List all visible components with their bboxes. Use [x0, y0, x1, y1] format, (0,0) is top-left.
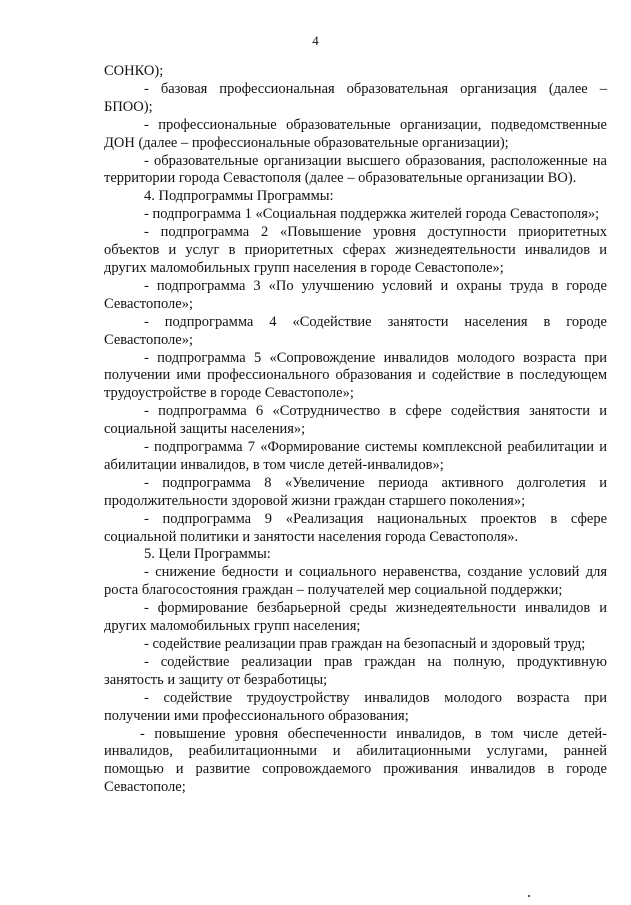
goal-safe-labor: - содействие реализации прав граждан на безопасный и здоровый труд;	[144, 636, 586, 652]
section-heading-subprograms: 4. Подпрограммы Программы:	[144, 188, 334, 205]
document-body	[104, 63, 607, 797]
subprogram-1: - подпрограмма 1 «Социальная поддержка жителей города Севастополя»;	[144, 206, 600, 223]
goal-poverty-reduction: - снижение бедности и социального неравенства, создание условий для роста благосостояния граждан – получателей мер социальной поддержки;	[104, 564, 607, 599]
subprogram-9: - подпрограмма 9 «Реализация национальных проектов в сфере социальной политики и занятости населения города Севастополя».	[104, 510, 607, 545]
paragraph-higher-education-orgs: - образовательные организации высшего образования, расположенные на территории города Севастополя (далее – образовательные организации ВО).	[104, 152, 607, 187]
subprogram-8: - подпрограмма 8 «Увеличение периода активного долголетия и продолжительности здоровой жизни граждан старшего поколения»;	[104, 474, 607, 509]
subprogram-4: - подпрограмма 4 «Содействие занятости населения в городе Севастополе»;	[104, 313, 607, 348]
goal-employment: - содействие реализации прав граждан на полную, продуктивную занятость и защиту от безработицы;	[104, 653, 607, 688]
paragraph-professional-orgs: - профессиональные образовательные организации, подведомственные ДОН (далее – профессиональные образовательные организации);	[104, 116, 607, 151]
goal-young-disabled-employment: - содействие трудоустройству инвалидов молодого возраста при получении ими профессионального образования;	[104, 689, 607, 724]
subprogram-5: - подпрограмма 5 «Сопровождение инвалидов молодого возраста при получении ими профессионального образования и содействие в последующем трудоустройстве в городе Севастополе»;	[104, 349, 607, 402]
paragraph-bpoo: - базовая профессиональная образовательная организация (далее – БПОО);	[104, 80, 607, 115]
subprogram-7: - подпрограмма 7 «Формирование системы комплексной реабилитации и абилитации инвалидов, в том числе детей-инвалидов»;	[104, 439, 607, 473]
goal-rehabilitation-services: - повышение уровня обеспеченности инвалидов, в том числе детей-инвалидов, реабилитационными и абилитационными услугами, ранней помощью и развитие сопровождаемого проживания инвалидов в городе Севастополе;	[104, 725, 607, 796]
page-number: 4	[312, 33, 319, 48]
subprogram-2: - подпрограмма 2 «Повышение уровня доступности приоритетных объектов и услуг в приоритетных сферах жизнедеятельности инвалидов и других маломобильных групп населения в городе Севастополе»;	[104, 224, 607, 276]
section-heading-goals: 5. Цели Программы:	[144, 546, 271, 563]
paragraph-sonko-end: СОНКО);	[104, 63, 164, 79]
scan-speck	[528, 895, 530, 897]
subprogram-6: - подпрограмма 6 «Сотрудничество в сфере содействия занятости и социальной защиты населения»;	[104, 403, 607, 438]
goal-barrier-free-environment: - формирование безбарьерной среды жизнедеятельности инвалидов и других маломобильных групп населения;	[104, 600, 607, 635]
subprogram-3: - подпрограмма 3 «По улучшению условий и охраны труда в городе Севастополе»;	[104, 277, 607, 312]
